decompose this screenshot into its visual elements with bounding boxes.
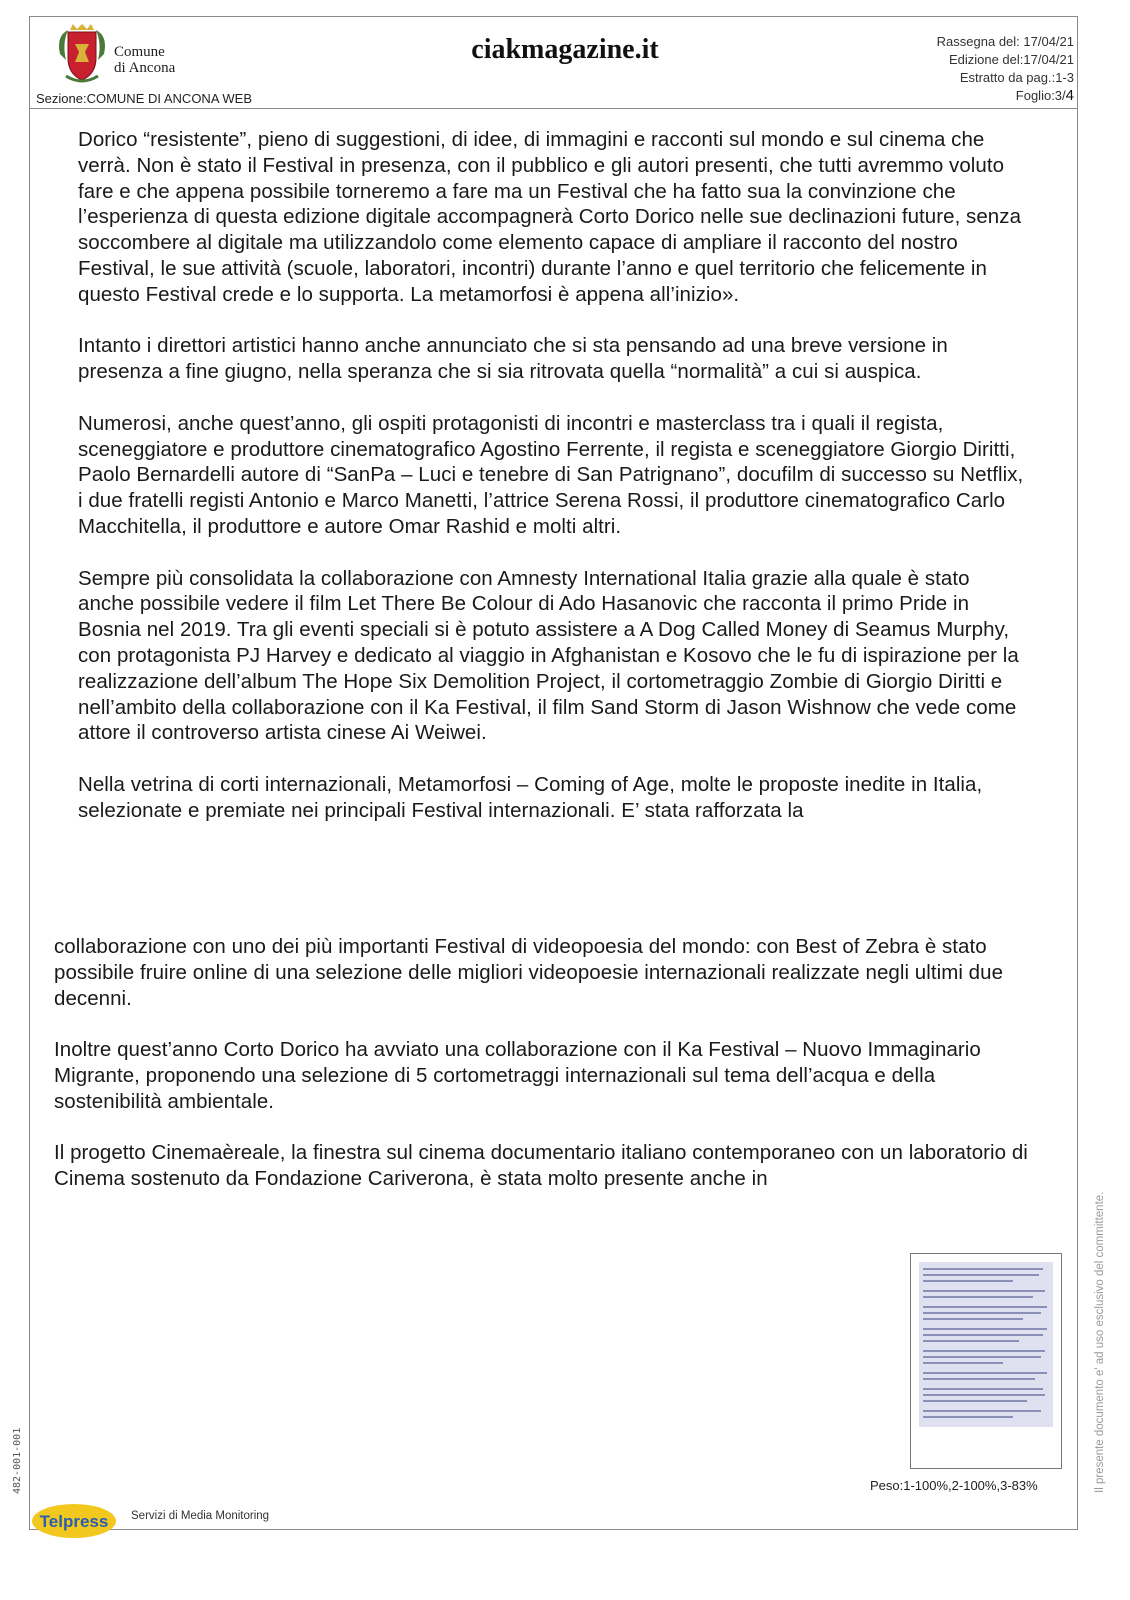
thumbnail-text-line (923, 1318, 1023, 1320)
thumbnail-text-line (923, 1372, 1047, 1374)
source-title: ciakmagazine.it (471, 34, 659, 65)
thumbnail-text-line (923, 1280, 1013, 1282)
comune-name-line2: di Ancona (114, 60, 176, 76)
foglio-number (937, 87, 1074, 105)
thumbnail-text-line (923, 1306, 1047, 1308)
paragraph: Il progetto Cinemaèreale, la finestra sul cinema documentario italiano contemporaneo con un laboratorio di Cinema sostenuto da Fondazione Cariverona, è stata molto presente anche in (54, 1141, 1028, 1191)
foglio-prefix: Foglio:3/ (1015, 88, 1066, 103)
thumbnail-text-line (923, 1312, 1041, 1314)
rassegna-date: Rassegna del: 17/04/21 (936, 34, 1074, 49)
paragraph: Sempre più consolidata la collaborazione con Amnesty International Italia grazie alla quale è stato anche possibile vedere il film Let There Be Colour di Ado Hasanovic che racconta il primo Pride in Bosnia nel 2019. Tra gli eventi speciali si è potuto assistere a A Dog Called Money di Seamus Murphy, con protagonista PJ Harvey e dedicato al viaggio in Afghanistan e Kosovo che le fu di ispirazione per la realizzazione dell’album The Hope Six Demolition Project, il cortometraggio Zombie di Giorgio Diritti e nell’ambito della collaborazione con il Ka Festival, il film Sand Storm di Jason Wishnow che vede come attore il controverso artista cinese Ai Weiwei. (78, 566, 1019, 745)
paragraph: Intanto i direttori artistici hanno anche annunciato che si sta pensando ad una breve versione in presenza a fine giugno, nella speranza che si sia ritrovata quella “normalità” a cui si auspica. (78, 334, 948, 384)
article-block-a (78, 127, 1026, 824)
article-block-b (54, 934, 1029, 1192)
paragraph: Dorico “resistente”, pieno di suggestioni, di idee, di immagini e racconti sul mondo e sul cinema che verrà. Non è stato il Festival in presenza, con il pubblico e gli autori presenti, che tutti avremmo voluto fare e che appena possibile torneremo a fare ma un Festival che ha fatto sua la convinzione che l’esperienza di questa edizione digitale accompagnerà Corto Dorico nelle sue declinazioni future, senza soccombere al digitale ma utilizzandolo come elemento capace di ampliare il racconto del nostro Festival, le sue attività (scuole, laboratori, incontri) durante l’anno e quel territorio che felicemente in questo Festival crede e lo supporta. La metamorfosi è appena all’inizio». (78, 128, 1022, 306)
section-label: Sezione:COMUNE DI ANCONA WEB (36, 91, 252, 106)
thumbnail-text-line (923, 1356, 1041, 1358)
exclusive-use-note: Il presente documento e' ad uso esclusivo del committente. (1094, 1191, 1106, 1493)
thumbnail-text-line (923, 1394, 1045, 1396)
footer-tagline: Servizi di Media Monitoring (131, 1510, 270, 1522)
weight-label: Peso:1-100%,2-100%,3-83% (870, 1478, 1038, 1493)
comune-name-line1: Comune (114, 44, 165, 60)
edizione-date: Edizione del:17/04/21 (948, 52, 1074, 67)
thumbnail-text-line (923, 1362, 1003, 1364)
thumbnail-text-line (923, 1410, 1041, 1412)
thumbnail-text-line (923, 1340, 1019, 1342)
telpress-logo (30, 1500, 118, 1540)
page-thumbnail (910, 1253, 1062, 1469)
thumbnail-text-line (923, 1388, 1043, 1390)
thumbnail-text-line (923, 1328, 1047, 1330)
thumbnail-text-line (923, 1268, 1043, 1270)
document-code: 482-001-001 (12, 1427, 23, 1494)
paragraph: Nella vetrina di corti internazionali, Metamorfosi – Coming of Age, molte le proposte inedite in Italia, selezionate e premiate nei principali Festival internazionali. E’ stata rafforzata la (78, 772, 983, 822)
foglio-total: 4 (1065, 87, 1074, 104)
paragraph: Numerosi, anche quest’anno, gli ospiti protagonisti di incontri e masterclass tra i quali il regista, sceneggiatore e produttore cinematografico Agostino Ferrente, il regista e sceneggiatore Giorgio Diritti, Paolo Bernardelli autore di “SanPa – Luci e tenebre di San Patrignano”, docufilm di successo su Netflix, i due fratelli registi Antonio e Marco Manetti, l’attrice Serena Rossi, il produttore cinematografico Carlo Macchitella, il produttore e autore Omar Rashid e molti altri. (78, 411, 1024, 538)
thumbnail-text-line (923, 1296, 1033, 1298)
thumbnail-text-line (923, 1416, 1013, 1418)
thumbnail-highlight (919, 1262, 1053, 1427)
press-review-meta (937, 33, 1074, 105)
estratto-pages: Estratto da pag.:1-3 (959, 70, 1074, 85)
paragraph: Inoltre quest’anno Corto Dorico ha avviato una collaborazione con il Ka Festival – Nuovo Immaginario Migrante, proponendo una selezione di 5 cortometraggi internazionali sul tema dell’acqua e della sostenibilità ambientale. (54, 1038, 981, 1113)
thumbnail-text-line (923, 1350, 1045, 1352)
header-divider (29, 108, 1078, 109)
thumbnail-text-line (923, 1400, 1027, 1402)
thumbnail-text-line (923, 1334, 1043, 1336)
thumbnail-text-line (923, 1290, 1045, 1292)
thumbnail-text-line (923, 1378, 1035, 1380)
paragraph: collaborazione con uno dei più importanti Festival di videopoesia del mondo: con Best of Zebra è stato possibile fruire online di una selezione delle migliori videopoesie internazionali realizzate negli ultimi due decenni. (54, 935, 1004, 1010)
thumbnail-text-line (923, 1274, 1039, 1276)
telpress-logo-text: Telpress (39, 1512, 109, 1531)
